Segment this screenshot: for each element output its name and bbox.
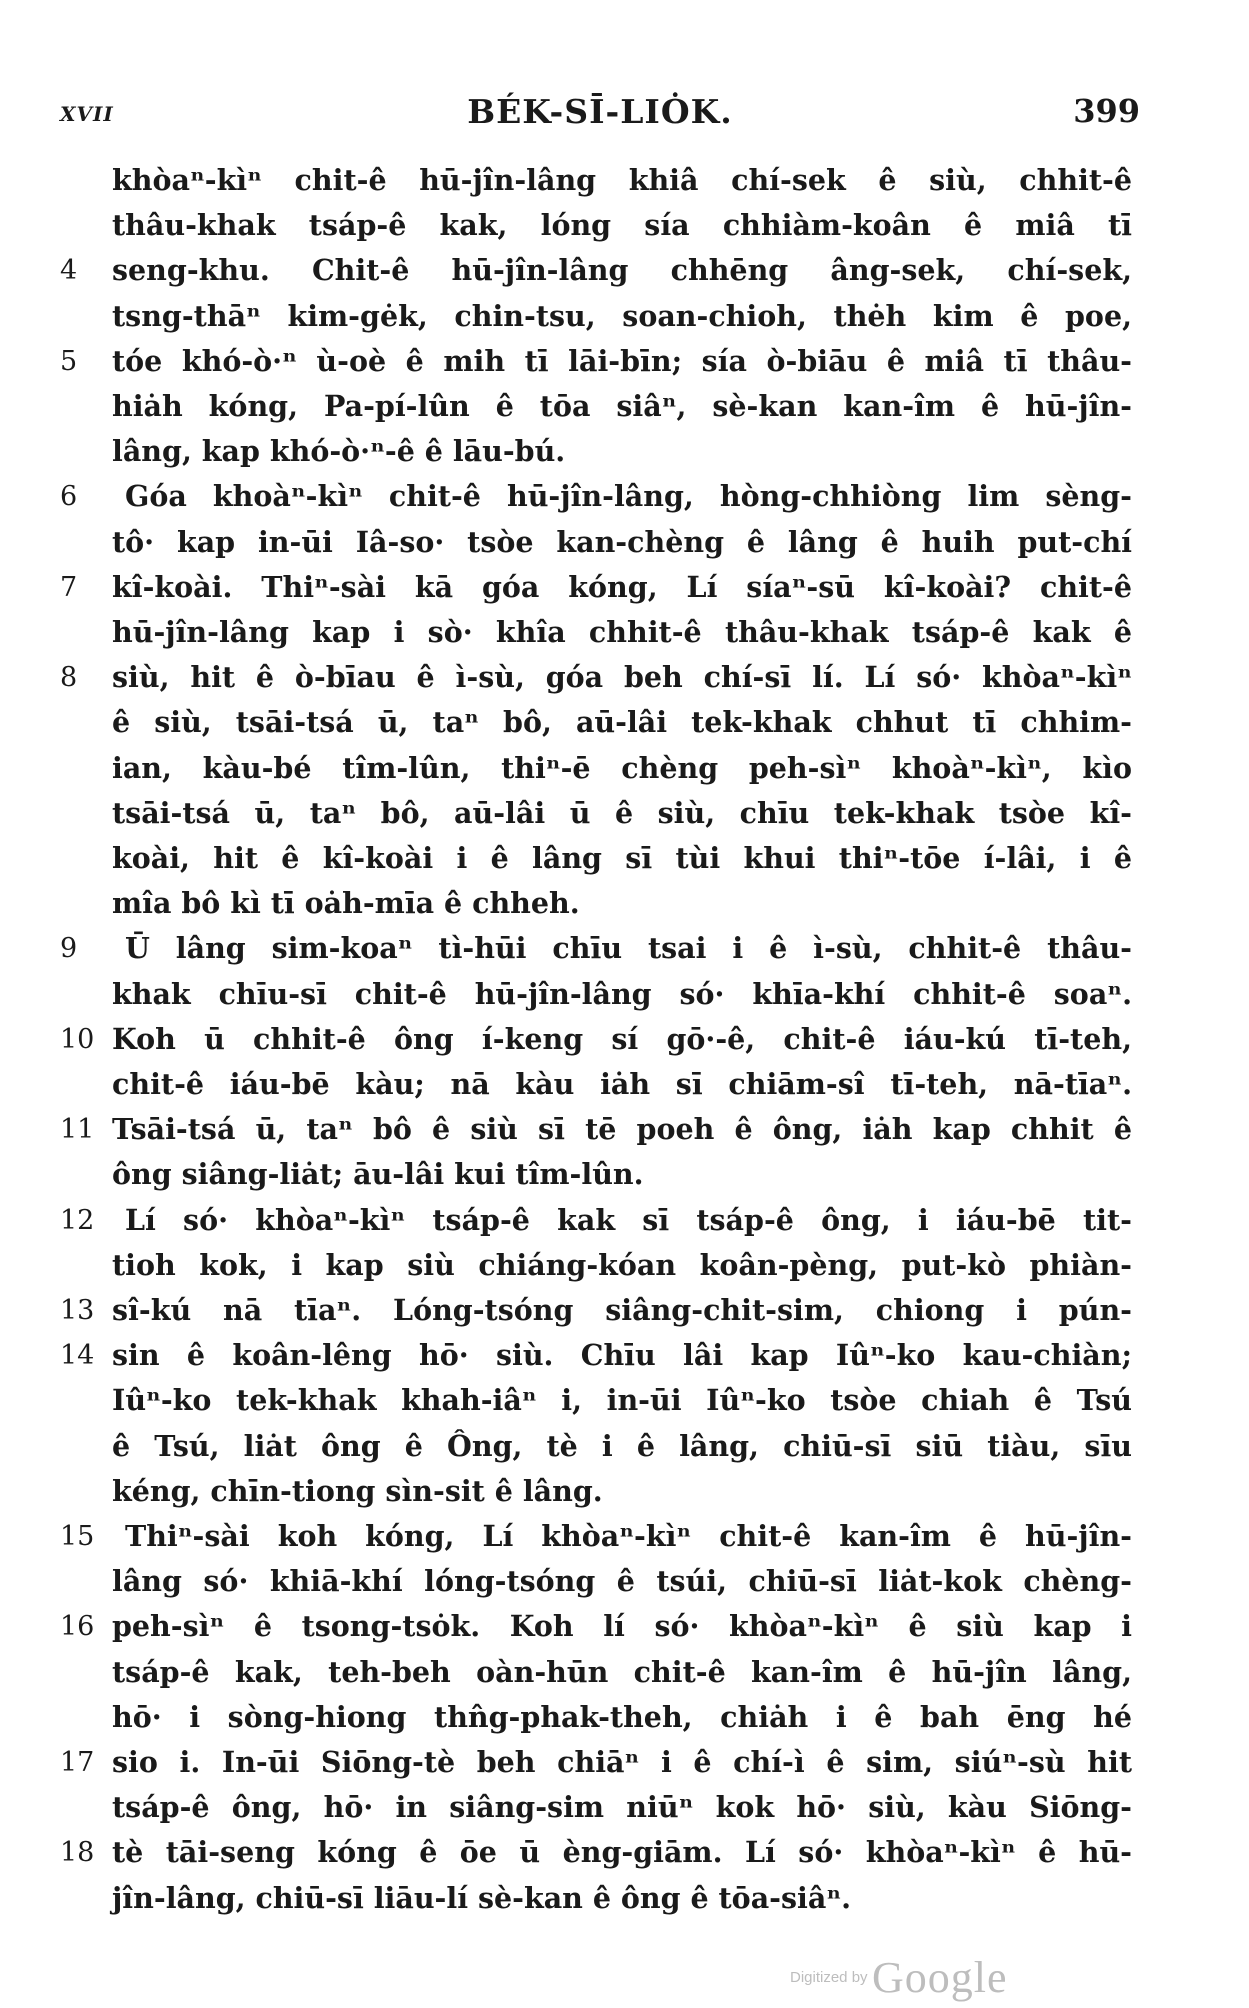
line-text: hō· i sòng-hiong thn̂g-phak-theh, chiȧh i ê bah ēng hé	[112, 1699, 1132, 1734]
verse-number: 17	[60, 1747, 95, 1778]
verse-number: 14	[60, 1340, 95, 1372]
line-text: khak chīu-sī chit-ê hū-jîn-lâng só· khīa-khí chhit-ê soaⁿ.	[112, 976, 1132, 1011]
text-line	[0, 1062, 1249, 1107]
verse-number: 6	[60, 481, 78, 513]
page-title: BÉK-SĪ-LIȮK.	[467, 92, 733, 131]
text-line	[0, 158, 1249, 203]
line-text: lâng só· khiā-khí lóng-tsóng ê tsúi, chiū-sī liȧt-kok chèng-	[112, 1564, 1132, 1599]
line-text: Thiⁿ-sài koh kóng, Lí khòaⁿ-kìⁿ chit-ê kan-îm ê hū-jîn-	[125, 1519, 1132, 1553]
line-text: seng-khu. Chit-ê hū-jîn-lâng chhēng âng-sek, chí-sek,	[112, 253, 1132, 288]
text-line	[0, 1559, 1249, 1604]
line-text: Lí só· khòaⁿ-kìⁿ tsáp-ê kak sī tsáp-ê ông, i iáu-bē tit-	[125, 1202, 1132, 1237]
line-text: lâng, kap khó-ò·ⁿ-ê ê lāu-bú.	[112, 434, 566, 469]
line-text: kî-koài. Thiⁿ-sài kā góa kóng, Lí síaⁿ-sū kî-koài? chit-ê	[112, 569, 1132, 604]
line-text: tsng-thāⁿ kim-gėk, chin-tsu, soan-chioh, thėh kim ê poe,	[112, 298, 1132, 333]
text-line	[0, 1424, 1249, 1469]
verse-number: 18	[60, 1837, 95, 1869]
verse-number: 9	[60, 933, 78, 965]
verse-number: 16	[60, 1611, 95, 1643]
text-line	[0, 926, 1249, 971]
line-text: tóe khó-ò·ⁿ ù-oè ê mih tī lāi-bīn; sía ò-biāu ê miâ tī thâu-	[112, 343, 1132, 378]
line-text: tô· kap in-ūi Iâ-so· tsòe kan-chèng ê lâng ê huih put-chí	[112, 524, 1132, 559]
verse-number: 7	[60, 571, 78, 603]
text-line	[0, 1243, 1249, 1288]
text-line	[0, 1695, 1249, 1740]
line-text: ian, kàu-bé tîm-lûn, thiⁿ-ē chèng peh-sìⁿ khoàⁿ-kìⁿ, kìo	[112, 750, 1132, 785]
line-text: jîn-lâng, chiū-sī liāu-lí sè-kan ê ông ê tōa-siâⁿ.	[112, 1880, 852, 1915]
text-line	[0, 1378, 1249, 1423]
text-line	[0, 1017, 1249, 1062]
verse-number: 5	[60, 345, 78, 377]
line-text: tsáp-ê kak, teh-beh oàn-hūn chit-ê kan-îm ê hū-jîn lâng,	[112, 1654, 1132, 1689]
line-text: kéng, chīn-tiong sìn-sit ê lâng.	[112, 1473, 603, 1508]
line-text: Koh ū chhit-ê ông í-keng sí gō·-ê, chit-ê iáu-kú tī-teh,	[112, 1021, 1132, 1056]
line-text: hiȧh kóng, Pa-pí-lûn ê tōa siâⁿ, sè-kan kan-îm ê hū-jîn-	[112, 389, 1132, 423]
line-text: sî-kú nā tīaⁿ. Lóng-tsóng siâng-chit-sim, chiong i pún-	[112, 1293, 1132, 1327]
text-line	[0, 1152, 1249, 1197]
line-text: peh-sìⁿ ê tsong-tsȯk. Koh lí só· khòaⁿ-kìⁿ ê siù kap i	[112, 1609, 1132, 1644]
verse-number: 4	[60, 255, 78, 287]
text-line	[0, 836, 1249, 881]
text-line	[0, 1198, 1249, 1243]
line-text: tioh kok, i kap siù chiáng-kóan koân-pèng, put-kò phiàn-	[112, 1247, 1132, 1282]
text-line	[0, 1604, 1249, 1649]
verse-number: 12	[60, 1204, 95, 1236]
text-line	[0, 1785, 1249, 1830]
watermark-prefix: Digitized by	[790, 1969, 868, 1986]
chapter-number: XVII	[60, 102, 114, 126]
running-head	[60, 92, 1140, 132]
text-line	[0, 1469, 1249, 1514]
line-text: mîa bô kì tī oȧh-mīa ê chheh.	[112, 886, 580, 921]
text-line	[0, 1876, 1249, 1921]
line-text: chit-ê iáu-bē kàu; nā kàu iȧh sī chiām-sî tī-teh, nā-tīaⁿ.	[112, 1067, 1132, 1101]
line-text: tè tāi-seng kóng ê ōe ū èng-giām. Lí só· khòaⁿ-kìⁿ ê hū-	[112, 1835, 1132, 1870]
text-line	[0, 1830, 1249, 1875]
line-text: sio i. In-ūi Siōng-tè beh chiāⁿ i ê chí-ì ê sim, siúⁿ-sù hit	[112, 1745, 1132, 1779]
page-number: 399	[1073, 92, 1140, 130]
text-line	[0, 972, 1249, 1017]
text-line	[0, 474, 1249, 519]
text-line	[0, 610, 1249, 655]
text-line	[0, 1740, 1249, 1785]
line-text: tsāi-tsá ū, taⁿ bô, aū-lâi ū ê siù, chīu tek-khak tsòe kî-	[112, 795, 1132, 830]
text-line	[0, 203, 1249, 248]
text-line	[0, 429, 1249, 474]
text-line	[0, 248, 1249, 293]
text-line	[0, 700, 1249, 745]
line-text: hū-jîn-lâng kap i sò· khîa chhit-ê thâu-khak tsáp-ê kak ê	[112, 615, 1132, 649]
text-line	[0, 339, 1249, 384]
line-text: ê Tsú, liȧt ông ê Ông, tè i ê lâng, chiū-sī siū tiàu, sīu	[112, 1428, 1132, 1463]
line-text: Iûⁿ-ko tek-khak khah-iâⁿ i, in-ūi Iûⁿ-ko tsòe chiah ê Tsú	[112, 1383, 1132, 1418]
text-line	[0, 1107, 1249, 1152]
text-line	[0, 384, 1249, 429]
text-line	[0, 655, 1249, 700]
line-text: ê siù, tsāi-tsá ū, taⁿ bô, aū-lâi tek-khak chhut tī chhim-	[112, 705, 1132, 740]
line-text: ông siâng-liȧt; āu-lâi kui tîm-lûn.	[112, 1157, 644, 1192]
line-text: sin ê koân-lêng hō· siù. Chīu lâi kap Iûⁿ-ko kau-chiàn;	[112, 1338, 1132, 1373]
line-text: Góa khoàⁿ-kìⁿ chit-ê hū-jîn-lâng, hòng-chhiòng lim sèng-	[125, 479, 1132, 514]
verse-number: 8	[60, 662, 78, 694]
line-text: Tsāi-tsá ū, taⁿ bô ê siù sī tē poeh ê ông, iȧh kap chhit ê	[112, 1112, 1132, 1147]
text-line	[0, 881, 1249, 926]
text-line	[0, 294, 1249, 339]
verse-number: 15	[60, 1521, 95, 1552]
text-line	[0, 1514, 1249, 1559]
google-logo: Google	[872, 1953, 1008, 2002]
digitization-watermark	[790, 1952, 1008, 2002]
verse-number: 13	[60, 1295, 95, 1326]
line-text: tsáp-ê ông, hō· in siâng-sim niūⁿ kok hō· siù, kàu Siōng-	[112, 1790, 1132, 1825]
text-line	[0, 746, 1249, 791]
text-line	[0, 791, 1249, 836]
line-text: siù, hit ê ò-bīau ê ì-sù, góa beh chí-sī lí. Lí só· khòaⁿ-kìⁿ	[112, 660, 1132, 695]
text-line	[0, 1288, 1249, 1333]
text-line	[0, 1650, 1249, 1695]
text-line	[0, 520, 1249, 565]
line-text: khòaⁿ-kìⁿ chit-ê hū-jîn-lâng khiâ chí-sek ê siù, chhit-ê	[112, 163, 1132, 197]
verse-number: 10	[60, 1023, 95, 1055]
text-line	[0, 565, 1249, 610]
line-text: koài, hit ê kî-koài i ê lâng sī tùi khui thiⁿ-tōe í-lâi, i ê	[112, 841, 1132, 875]
text-line	[0, 1333, 1249, 1378]
verse-number: 11	[60, 1114, 95, 1146]
line-text: thâu-khak tsáp-ê kak, lóng sía chhiàm-koân ê miâ tī	[112, 208, 1132, 243]
line-text: Ū lâng sim-koaⁿ tì-hūi chīu tsai i ê ì-sù, chhit-ê thâu-	[125, 931, 1132, 966]
